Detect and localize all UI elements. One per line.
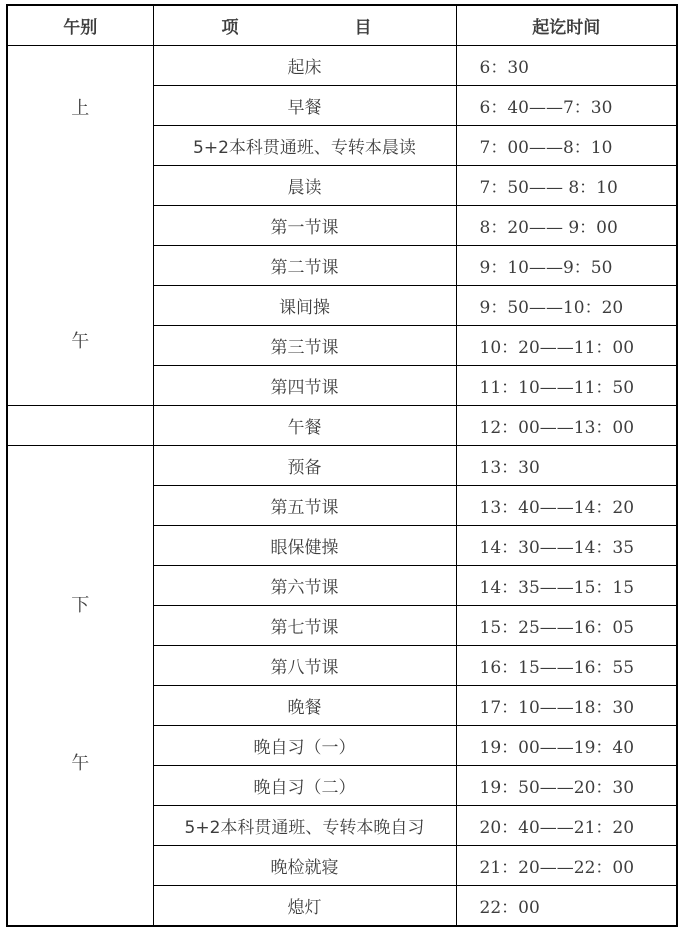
time-cell: 14：30——14：35: [456, 526, 677, 566]
time-cell: 7：00——8：10: [456, 126, 677, 166]
time-cell: 22：00: [456, 886, 677, 926]
time-cell: 17：10——18：30: [456, 686, 677, 726]
period-label-char: 上: [71, 98, 90, 120]
period-label-char: 午: [71, 752, 90, 774]
time-cell: 14：35——15：15: [456, 566, 677, 606]
period-cell: [7, 46, 153, 406]
item-cell: 预备: [153, 446, 456, 486]
period-cell: [7, 446, 153, 926]
time-cell: 13：40——14：20: [456, 486, 677, 526]
header-time: 起讫时间: [456, 5, 677, 46]
header-item-spread: [154, 13, 456, 38]
item-cell: 熄灯: [153, 886, 456, 926]
item-cell: 晚自习（一）: [153, 726, 456, 766]
item-cell: 晚检就寝: [153, 846, 456, 886]
time-cell: 8：20—— 9：00: [456, 206, 677, 246]
item-cell: 第四节课: [153, 366, 456, 406]
item-cell: 晨读: [153, 166, 456, 206]
table-header: [7, 5, 677, 46]
schedule-table-body: [7, 46, 677, 926]
period-cell: [7, 406, 153, 446]
item-cell: 第一节课: [153, 206, 456, 246]
time-cell: 13：30: [456, 446, 677, 486]
table-row: [7, 46, 677, 86]
item-cell: 第六节课: [153, 566, 456, 606]
time-cell: 7：50—— 8：10: [456, 166, 677, 206]
item-cell: 第五节课: [153, 486, 456, 526]
item-cell: 5+2本科贯通班、专转本晚自习: [153, 806, 456, 846]
item-cell: 5+2本科贯通班、专转本晨读: [153, 126, 456, 166]
time-cell: 11：10——11：50: [456, 366, 677, 406]
item-cell: 第二节课: [153, 246, 456, 286]
item-cell: 早餐: [153, 86, 456, 126]
item-cell: 晚自习（二）: [153, 766, 456, 806]
time-cell: 10：20——11：00: [456, 326, 677, 366]
schedule-table: [6, 4, 678, 927]
time-cell: 9：50——10：20: [456, 286, 677, 326]
time-cell: 16：15——16：55: [456, 646, 677, 686]
table-row: [7, 406, 677, 446]
item-cell: 第三节课: [153, 326, 456, 366]
table-row: [7, 446, 677, 486]
header-item-right-char: 目: [354, 18, 372, 38]
item-cell: 第七节课: [153, 606, 456, 646]
period-label-char: 下: [71, 594, 90, 616]
time-cell: 6：40——7：30: [456, 86, 677, 126]
header-item-left-char: 项: [221, 18, 239, 38]
item-cell: 起床: [153, 46, 456, 86]
item-cell: 午餐: [153, 406, 456, 446]
time-cell: 6：30: [456, 46, 677, 86]
item-cell: 晚餐: [153, 686, 456, 726]
time-cell: 15：25——16：05: [456, 606, 677, 646]
header-item: [153, 5, 456, 46]
item-cell: 第八节课: [153, 646, 456, 686]
time-cell: 20：40——21：20: [456, 806, 677, 846]
time-cell: 19：00——19：40: [456, 726, 677, 766]
header-period: 午别: [7, 5, 153, 46]
time-cell: 12：00——13：00: [456, 406, 677, 446]
time-cell: 9：10——9：50: [456, 246, 677, 286]
header-row: [7, 5, 677, 46]
time-cell: 19：50——20：30: [456, 766, 677, 806]
time-cell: 21：20——22：00: [456, 846, 677, 886]
item-cell: 课间操: [153, 286, 456, 326]
item-cell: 眼保健操: [153, 526, 456, 566]
period-label-char: 午: [71, 331, 90, 353]
